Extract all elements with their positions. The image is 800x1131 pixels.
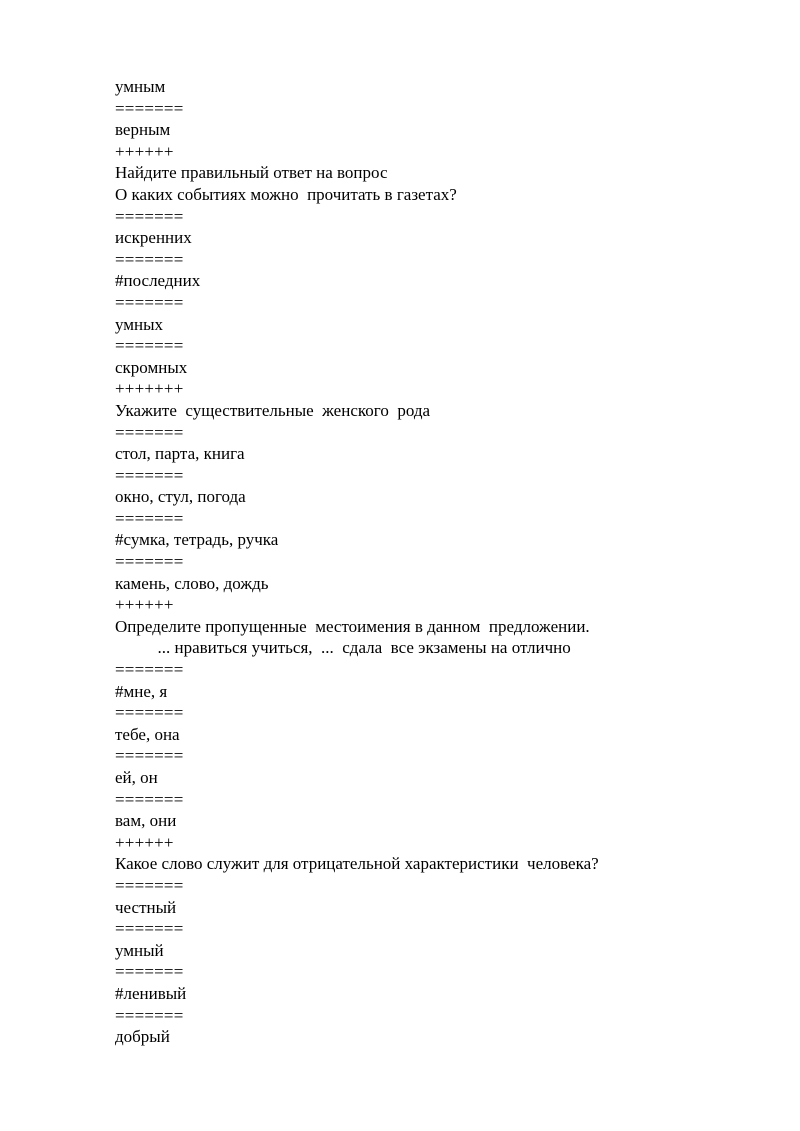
answer-option: #мне, я	[115, 681, 168, 701]
separator-line: =======	[115, 465, 184, 485]
answer-option: #сумка, тетрадь, ручка	[115, 530, 279, 550]
separator-line: =======	[115, 789, 184, 809]
answer-option: #последних	[115, 271, 201, 291]
separator-line: ++++++	[115, 141, 174, 161]
separator-line: ++++++	[115, 595, 174, 615]
question-text: ... нравиться учиться, ... сдала все экзамены на отлично	[115, 638, 571, 658]
separator-line: +++++++	[115, 379, 184, 399]
separator-line: =======	[115, 292, 184, 312]
separator-line: =======	[115, 660, 184, 680]
separator-line: =======	[115, 552, 184, 572]
answer-option: умным	[115, 77, 166, 96]
separator-line: =======	[115, 1005, 184, 1025]
answer-option: вам, они	[115, 811, 177, 831]
separator-line: =======	[115, 962, 184, 982]
answer-option: тебе, она	[115, 724, 180, 744]
question-text: Найдите правильный ответ на вопрос	[115, 163, 388, 183]
answer-option: окно, стул, погода	[115, 487, 246, 507]
separator-line: =======	[115, 98, 184, 118]
separator-line: =======	[115, 336, 184, 356]
separator-line: =======	[115, 703, 184, 723]
answer-option: скромных	[115, 357, 188, 377]
separator-line: =======	[115, 875, 184, 895]
answer-option: умный	[115, 940, 164, 960]
answer-option: верным	[115, 120, 171, 140]
answer-option: ей, он	[115, 768, 158, 787]
question-text: Какое слово служит для отрицательной характеристики человека?	[115, 854, 599, 874]
answer-option: честный	[115, 897, 177, 917]
separator-line: =======	[115, 508, 184, 528]
question-text: О каких событиях можно прочитать в газетах?	[115, 184, 457, 204]
separator-line: =======	[115, 919, 184, 939]
separator-line: =======	[115, 746, 184, 766]
answer-option: стол, парта, книга	[115, 444, 245, 464]
question-text: Определите пропущенные местоимения в данном предложении.	[115, 616, 590, 636]
separator-line: ++++++	[115, 832, 174, 852]
separator-line: =======	[115, 206, 184, 226]
separator-line: =======	[115, 422, 184, 442]
separator-line: =======	[115, 249, 184, 269]
answer-option: искренних	[115, 228, 192, 248]
answer-option: умных	[115, 314, 164, 334]
answer-option: добрый	[115, 1027, 170, 1047]
question-text: Укажите существительные женского рода	[115, 400, 431, 420]
document-page	[115, 76, 755, 1048]
answer-option: камень, слово, дождь	[115, 573, 269, 593]
answer-option: #ленивый	[115, 983, 187, 1003]
